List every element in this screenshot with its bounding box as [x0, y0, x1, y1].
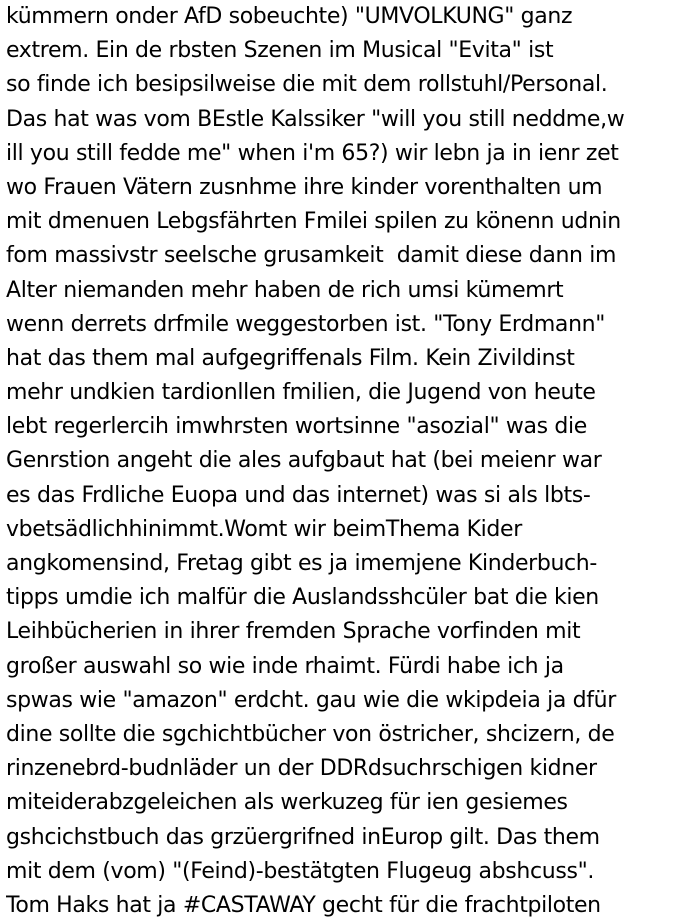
text-line-10: wenn derrets drfmile weggestorben ist. "Tony Erdmann" — [6, 311, 606, 337]
text-line-21: spwas wie "amazon" erdcht. gau wie die wkipdeia ja dfür — [6, 687, 616, 713]
text-line-5: ill you still fedde me" when i'm 65?) wir lebn ja in ienr zet — [6, 140, 619, 166]
text-line-13: lebt regerlercih imwhrsten wortsinne "asozial" was die — [6, 414, 587, 440]
text-line-18: tipps umdie ich malfür die Auslandsshcüler bat die kien — [6, 585, 599, 611]
text-line-24: miteiderabzgeleichen als werkuzeg für ien gesiemes — [6, 790, 568, 816]
text-line-4: Das hat was vom BEstle Kalssiker "will you still neddme,w — [6, 106, 625, 132]
text-line-23: rinzenebrd-budnläder un der DDRdsuchrschigen kidner — [6, 756, 597, 782]
text-line-16: vbetsädlichhinimmt.Womt wir beimThema Kider — [6, 516, 522, 542]
text-line-27: Tom Haks hat ja #CASTAWAY gecht für die frachtpiloten — [6, 892, 601, 918]
text-line-14: Genrstion angeht die ales aufgbaut hat (bei meienr war — [6, 448, 602, 474]
text-line-11: hat das them mal aufgegriffenals Film. Kein Zivildinst — [6, 345, 575, 371]
text-line-20: großer auswahl so wie inde rhaimt. Fürdi habe ich ja — [6, 653, 564, 679]
text-line-2: extrem. Ein de rbsten Szenen im Musical "Evita" ist — [6, 38, 554, 64]
text-line-9: Alter niemanden mehr haben de rich umsi kümemrt — [6, 277, 564, 303]
text-line-25: gshcichstbuch das grzüergrifned inEurop gilt. Das them — [6, 824, 600, 850]
text-line-8: fom massivstr seelsche grusamkeit damit diese dann im — [6, 243, 617, 269]
text-line-26: mit dem (vom) "(Feind)-bestätgten Flugeug abshcuss". — [6, 858, 594, 884]
text-line-6: wo Frauen Vätern zusnhme ihre kinder vorenthalten um — [6, 174, 603, 200]
text-line-15: es das Frdliche Euopa und das internet) was si als lbts- — [6, 482, 591, 508]
text-line-1: kümmern onder AfD sobeuchte) "UMVOLKUNG" ganz — [6, 4, 573, 29]
text-line-7: mit dmenuen Lebgsfährten Fmilei spilen zu könenn udnin — [6, 209, 621, 235]
text-line-17: angkomensind, Fretag gibt es ja imemjene Kinderbuch- — [6, 551, 597, 576]
text-line-22: dine sollte die sgchichtbücher von östricher, shcizern, de — [6, 721, 615, 747]
text-line-3: so finde ich besipsilweise die mit dem rollstuhl/Personal. — [6, 72, 608, 98]
body-text — [6, 0, 682, 923]
text-line-19: Leihbücherien in ihrer fremden Sprache vorfinden mit — [6, 619, 581, 645]
text-line-12: mehr undkien tardionllen fmilien, die Jugend von heute — [6, 380, 596, 406]
